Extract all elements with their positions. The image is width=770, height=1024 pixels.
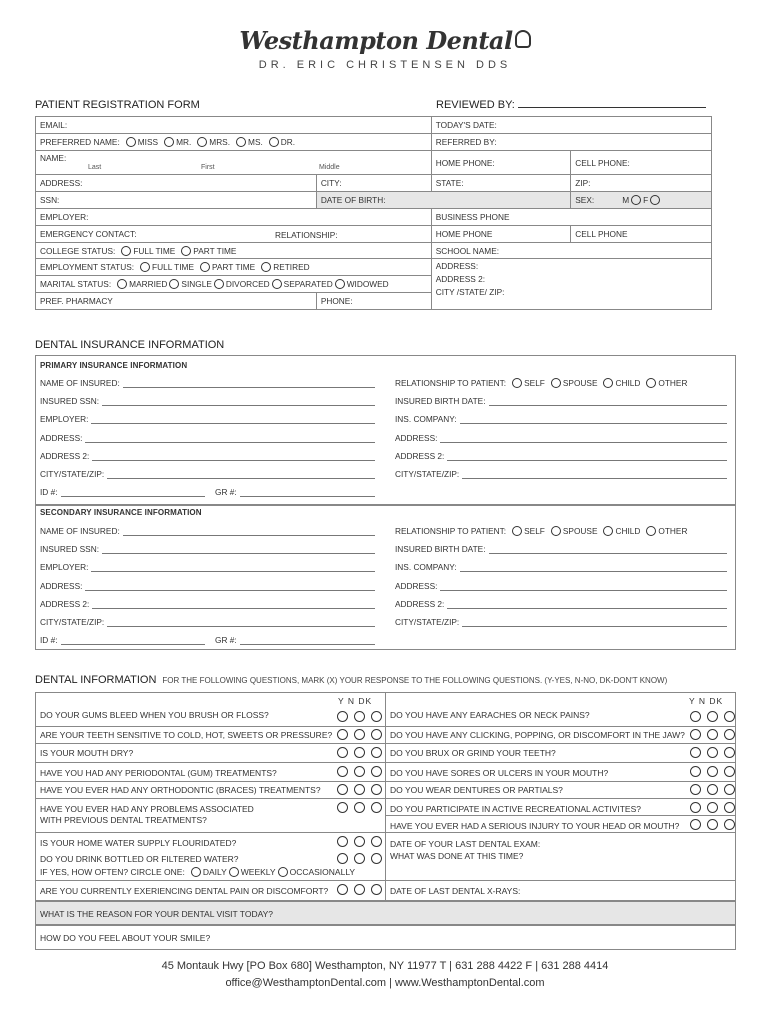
ssn-field[interactable]: SSN: xyxy=(36,192,317,209)
email-field[interactable]: EMAIL: xyxy=(36,117,432,134)
right-q2-n-radio-icon[interactable] xyxy=(707,747,718,758)
secondary-right-address2-field[interactable]: ADDRESS 2: xyxy=(395,599,727,609)
row-divider xyxy=(385,815,736,816)
left-q4-y-radio-icon[interactable] xyxy=(337,784,348,795)
row-divider xyxy=(385,880,736,881)
address-field[interactable]: ADDRESS: xyxy=(36,175,317,192)
secondary-name-of-insured-field[interactable]: NAME OF INSURED: xyxy=(40,526,375,536)
left-q0-n-radio-icon[interactable] xyxy=(354,711,365,722)
left-q3-dk-radio-icon[interactable] xyxy=(371,766,382,777)
registration-table xyxy=(35,116,712,310)
row-divider xyxy=(385,781,736,782)
right-question-6: HAVE YOU EVER HAD A SERIOUS INJURY TO YOUR HEAD OR MOUTH? xyxy=(390,821,680,831)
secondary-right-ins-company-field[interactable]: INS. COMPANY: xyxy=(395,562,727,572)
primary-right-address-field[interactable]: ADDRESS: xyxy=(395,433,727,443)
left-q6-ynd-group xyxy=(337,836,384,847)
left-q4-dk-radio-icon[interactable] xyxy=(371,784,382,795)
preferred-name-field[interactable]: PREFERRED NAME: MISS MR. MRS. MS. DR. xyxy=(36,134,432,151)
reason-label: WHAT IS THE REASON FOR YOUR DENTAL VISIT TODAY? xyxy=(40,909,274,919)
male-radio-icon[interactable] xyxy=(631,195,641,205)
how-often-field[interactable]: IF YES, HOW OFTEN? CIRCLE ONE: DAILY WEEKLY OCCASIONALLY xyxy=(40,867,356,877)
right-q4-ynd-group xyxy=(690,784,737,795)
logo-text: Westhampton Dental xyxy=(239,26,513,55)
left-q7-dk-radio-icon[interactable] xyxy=(371,853,382,864)
right-q6-y-radio-icon[interactable] xyxy=(690,819,701,830)
left-q3-n-radio-icon[interactable] xyxy=(354,766,365,777)
secondary-csz-field[interactable]: CITY/STATE/ZIP: xyxy=(40,617,375,627)
right-q2-dk-radio-icon[interactable] xyxy=(724,747,735,758)
smile-label: HOW DO YOU FEEL ABOUT YOUR SMILE? xyxy=(40,933,211,943)
secondary-right-csz-field[interactable]: CITY/STATE/ZIP: xyxy=(395,617,727,627)
cell-phone-2-field[interactable]: CELL PHONE xyxy=(571,226,712,243)
left-q2-y-radio-icon[interactable] xyxy=(337,747,348,758)
emp-parttime-radio-icon[interactable] xyxy=(200,262,210,272)
secondary-insured-ssn-field[interactable]: INSURED SSN: xyxy=(40,544,375,554)
right-q6-n-radio-icon[interactable] xyxy=(707,819,718,830)
single-radio-icon[interactable] xyxy=(169,279,179,289)
left-q8-dk-radio-icon[interactable] xyxy=(371,884,382,895)
right-question-3: DO YOU HAVE SORES OR ULCERS IN YOUR MOUTH? xyxy=(390,768,609,778)
cell-phone-field[interactable]: CELL PHONE: xyxy=(571,151,712,175)
left-q5-y-radio-icon[interactable] xyxy=(337,802,348,813)
employment-status-field[interactable]: EMPLOYMENT STATUS: FULL TIME PART TIME RETIRED xyxy=(36,259,432,276)
primary-employer-field[interactable]: EMPLOYER: xyxy=(40,414,375,424)
pharmacy-field[interactable]: PREF. PHARMACY xyxy=(36,293,317,310)
right-q5-y-radio-icon[interactable] xyxy=(690,802,701,813)
right-question-5: DO YOU PARTICIPATE IN ACTIVE RECREATIONAL ACTIVITES? xyxy=(390,804,641,814)
registration-title: PATIENT REGISTRATION FORM xyxy=(35,99,200,111)
left-q0-ynd-group xyxy=(337,711,384,722)
divorced-radio-icon[interactable] xyxy=(214,279,224,289)
primary-right-rel-field[interactable]: RELATIONSHIP TO PATIENT: SELF SPOUSE CHILD OTHER xyxy=(395,378,688,388)
employer-field[interactable]: EMPLOYER: xyxy=(36,209,432,226)
left-q1-dk-radio-icon[interactable] xyxy=(371,729,382,740)
city-field[interactable]: CITY: xyxy=(316,175,431,192)
secondary-right-insured-birth-field[interactable]: INSURED BIRTH DATE: xyxy=(395,544,727,554)
secondary-rel-spouse-radio-icon[interactable] xyxy=(551,526,561,536)
right-question-2: DO YOU BRUX OR GRIND YOUR TEETH? xyxy=(390,748,556,758)
right-q3-dk-radio-icon[interactable] xyxy=(724,766,735,777)
left-q3-y-radio-icon[interactable] xyxy=(337,766,348,777)
right-q1-n-radio-icon[interactable] xyxy=(707,729,718,740)
right-q6-dk-radio-icon[interactable] xyxy=(724,819,735,830)
college-status-field[interactable]: COLLEGE STATUS: FULL TIME PART TIME xyxy=(36,243,432,259)
right-q3-n-radio-icon[interactable] xyxy=(707,766,718,777)
marital-status-field[interactable]: MARITAL STATUS: MARRIED SINGLE DIVORCED SEPARATED WIDOWED xyxy=(36,276,432,293)
right-question-0: DO YOU HAVE ANY EARACHES OR NECK PAINS? xyxy=(390,710,590,720)
primary-csz-field[interactable]: CITY/STATE/ZIP: xyxy=(40,469,375,479)
home-phone-field[interactable]: HOME PHONE: xyxy=(431,151,571,175)
row-divider xyxy=(35,880,385,881)
left-q7-y-radio-icon[interactable] xyxy=(337,853,348,864)
right-q0-dk-radio-icon[interactable] xyxy=(724,711,735,722)
right-q6-ynd-group xyxy=(690,819,737,830)
primary-right-insured-birth-field[interactable]: INSURED BIRTH DATE: xyxy=(395,396,727,406)
secondary-gr-field[interactable]: GR #: xyxy=(215,635,375,645)
secondary-address-field[interactable]: ADDRESS: xyxy=(40,581,375,591)
left-question-5: HAVE YOU EVER HAD ANY PROBLEMS ASSOCIATED WITH PREVIOUS DENTAL TREATMENTS? xyxy=(40,804,254,825)
right-q5-dk-radio-icon[interactable] xyxy=(724,802,735,813)
right-q3-y-radio-icon[interactable] xyxy=(690,766,701,777)
left-q4-n-radio-icon[interactable] xyxy=(354,784,365,795)
row-divider xyxy=(385,798,736,799)
footer-address: 45 Montauk Hwy [PO Box 680] Westhampton, NY 11977 T | 631 288 4422 F | 631 288 4414 xyxy=(161,960,609,972)
dental-instructions: FOR THE FOLLOWING QUESTIONS, MARK (X) YOUR RESPONSE TO THE FOLLOWING QUESTIONS. (Y-YES, N-NO, DK-DON'T KNOW) xyxy=(162,676,668,685)
right-q2-y-radio-icon[interactable] xyxy=(690,747,701,758)
left-q8-ynd-group xyxy=(337,884,384,895)
left-q7-ynd-group xyxy=(337,853,384,864)
left-question-2: IS YOUR MOUTH DRY? xyxy=(40,748,134,758)
left-question-7: DO YOU DRINK BOTTLED OR FILTERED WATER? xyxy=(40,854,239,864)
dental-divider xyxy=(385,692,386,901)
right-q3-ynd-group xyxy=(690,766,737,777)
primary-address2-field[interactable]: ADDRESS 2: xyxy=(40,451,375,461)
left-q2-ynd-group xyxy=(337,747,384,758)
occasionally-radio-icon[interactable] xyxy=(278,867,288,877)
right-q1-dk-radio-icon[interactable] xyxy=(724,729,735,740)
widowed-radio-icon[interactable] xyxy=(335,279,345,289)
college-parttime-radio-icon[interactable] xyxy=(181,246,191,256)
row-divider xyxy=(385,743,736,744)
daily-radio-icon[interactable] xyxy=(191,867,201,877)
emergency-contact-field[interactable]: EMERGENCY CONTACT: RELATIONSHIP: xyxy=(36,226,432,243)
referred-by-field[interactable]: REFERRED BY: xyxy=(431,134,711,151)
name-field[interactable]: NAME: Last First Middle xyxy=(36,151,432,175)
footer-contact: office@WesthamptonDental.com | www.WesthamptonDental.com xyxy=(225,977,545,989)
left-q6-dk-radio-icon[interactable] xyxy=(371,836,382,847)
school-address-field[interactable]: ADDRESS: ADDRESS 2: CITY /STATE/ ZIP: xyxy=(431,259,711,310)
primary-name-of-insured-field[interactable]: NAME OF INSURED: xyxy=(40,378,375,388)
row-divider xyxy=(35,781,385,782)
primary-address-field[interactable]: ADDRESS: xyxy=(40,433,375,443)
left-ynd-header: Y N DK xyxy=(338,696,373,706)
emp-retired-radio-icon[interactable] xyxy=(261,262,271,272)
primary-rel-spouse-radio-icon[interactable] xyxy=(551,378,561,388)
left-q1-ynd-group xyxy=(337,729,384,740)
left-q8-y-radio-icon[interactable] xyxy=(337,884,348,895)
pharmacy-phone-field[interactable]: PHONE: xyxy=(316,293,431,310)
married-radio-icon[interactable] xyxy=(117,279,127,289)
primary-rel-other-radio-icon[interactable] xyxy=(646,378,656,388)
left-q1-n-radio-icon[interactable] xyxy=(354,729,365,740)
zip-field[interactable]: ZIP: xyxy=(571,175,712,192)
right-q2-ynd-group xyxy=(690,747,737,758)
secondary-employer-field[interactable]: EMPLOYER: xyxy=(40,562,375,572)
female-radio-icon[interactable] xyxy=(650,195,660,205)
left-q5-ynd-group xyxy=(337,802,384,813)
right-q1-y-radio-icon[interactable] xyxy=(690,729,701,740)
row-divider xyxy=(35,762,385,763)
primary-id-field[interactable]: ID #: xyxy=(40,487,205,497)
left-q4-ynd-group xyxy=(337,784,384,795)
secondary-rel-other-radio-icon[interactable] xyxy=(646,526,656,536)
dob-field[interactable]: DATE OF BIRTH: xyxy=(316,192,570,209)
right-question-4: DO YOU WEAR DENTURES OR PARTIALS? xyxy=(390,785,563,795)
row-divider xyxy=(385,726,736,727)
left-question-8: ARE YOU CURRENTLY EXERIENCING DENTAL PAIN OR DISCOMFORT? xyxy=(40,886,329,896)
row-divider xyxy=(35,743,385,744)
school-name-field[interactable]: SCHOOL NAME: xyxy=(431,243,711,259)
left-q7-n-radio-icon[interactable] xyxy=(354,853,365,864)
secondary-rel-self-radio-icon[interactable] xyxy=(512,526,522,536)
right-question-1: DO YOU HAVE ANY CLICKING, POPPING, OR DISCOMFORT IN THE JAW? xyxy=(390,730,685,740)
reviewed-by-field[interactable] xyxy=(518,99,706,108)
left-q0-y-radio-icon[interactable] xyxy=(337,711,348,722)
row-divider xyxy=(385,832,736,833)
right-q5-n-radio-icon[interactable] xyxy=(707,802,718,813)
right-q4-y-radio-icon[interactable] xyxy=(690,784,701,795)
dental-info-title: DENTAL INFORMATION xyxy=(35,674,157,686)
primary-right-csz-field[interactable]: CITY/STATE/ZIP: xyxy=(395,469,727,479)
left-q0-dk-radio-icon[interactable] xyxy=(371,711,382,722)
primary-rel-self-radio-icon[interactable] xyxy=(512,378,522,388)
home-phone-2-field[interactable]: HOME PHONE xyxy=(431,226,571,243)
right-q0-y-radio-icon[interactable] xyxy=(690,711,701,722)
left-q8-n-radio-icon[interactable] xyxy=(354,884,365,895)
left-q2-dk-radio-icon[interactable] xyxy=(371,747,382,758)
row-divider xyxy=(35,798,385,799)
insurance-title: DENTAL INSURANCE INFORMATION xyxy=(35,339,225,351)
reviewed-by-label: REVIEWED BY: xyxy=(436,99,706,111)
left-q2-n-radio-icon[interactable] xyxy=(354,747,365,758)
dr-radio-icon[interactable] xyxy=(269,137,279,147)
weekly-radio-icon[interactable] xyxy=(229,867,239,877)
left-question-6: IS YOUR HOME WATER SUPPLY FLOURIDATED? xyxy=(40,838,237,848)
right-q5-ynd-group xyxy=(690,802,737,813)
tooth-icon xyxy=(515,30,531,48)
secondary-address2-field[interactable]: ADDRESS 2: xyxy=(40,599,375,609)
state-field[interactable]: STATE: xyxy=(431,175,571,192)
right-ynd-header: Y N DK xyxy=(689,696,724,706)
todays-date-field[interactable]: TODAY'S DATE: xyxy=(431,117,711,134)
left-question-1: ARE YOUR TEETH SENSITIVE TO COLD, HOT, SWEETS OR PRESSURE? xyxy=(40,730,333,740)
last-xray-field[interactable]: DATE OF LAST DENTAL X-RAYS: xyxy=(390,886,521,896)
left-q5-dk-radio-icon[interactable] xyxy=(371,802,382,813)
primary-right-address2-field[interactable]: ADDRESS 2: xyxy=(395,451,727,461)
left-q6-y-radio-icon[interactable] xyxy=(337,836,348,847)
right-q1-ynd-group xyxy=(690,729,737,740)
primary-gr-field[interactable]: GR #: xyxy=(215,487,375,497)
left-q1-y-radio-icon[interactable] xyxy=(337,729,348,740)
secondary-id-field[interactable]: ID #: xyxy=(40,635,205,645)
left-question-4: HAVE YOU EVER HAD ANY ORTHODONTIC (BRACES) TREATMENTS? xyxy=(40,785,321,795)
ms-radio-icon[interactable] xyxy=(236,137,246,147)
doctor-name: DR. ERIC CHRISTENSEN DDS xyxy=(258,59,512,71)
mrs-radio-icon[interactable] xyxy=(197,137,207,147)
right-q0-n-radio-icon[interactable] xyxy=(707,711,718,722)
practice-logo xyxy=(0,26,770,71)
dental-info-heading xyxy=(35,674,667,686)
sex-field[interactable]: SEX: M F xyxy=(571,192,712,209)
secondary-right-address-field[interactable]: ADDRESS: xyxy=(395,581,727,591)
primary-insurance-title: PRIMARY INSURANCE INFORMATION xyxy=(40,361,188,370)
secondary-rel-child-radio-icon[interactable] xyxy=(603,526,613,536)
left-q3-ynd-group xyxy=(337,766,384,777)
left-question-3: HAVE YOU HAD ANY PERIODONTAL (GUM) TREATMENTS? xyxy=(40,768,277,778)
last-exam-field[interactable]: DATE OF YOUR LAST DENTAL EXAM: WHAT WAS DONE AT THIS TIME? xyxy=(390,839,541,861)
left-question-0: DO YOUR GUMS BLEED WHEN YOU BRUSH OR FLOSS? xyxy=(40,710,269,720)
emp-fulltime-radio-icon[interactable] xyxy=(140,262,150,272)
right-q4-n-radio-icon[interactable] xyxy=(707,784,718,795)
secondary-right-rel-field[interactable]: RELATIONSHIP TO PATIENT: SELF SPOUSE CHILD OTHER xyxy=(395,526,688,536)
left-q6-n-radio-icon[interactable] xyxy=(354,836,365,847)
business-phone-field[interactable]: BUSINESS PHONE xyxy=(431,209,711,226)
right-q4-dk-radio-icon[interactable] xyxy=(724,784,735,795)
right-q0-ynd-group xyxy=(690,711,737,722)
row-divider xyxy=(35,832,385,833)
miss-radio-icon[interactable] xyxy=(126,137,136,147)
college-fulltime-radio-icon[interactable] xyxy=(121,246,131,256)
secondary-insurance-title: SECONDARY INSURANCE INFORMATION xyxy=(40,508,202,517)
left-q5-n-radio-icon[interactable] xyxy=(354,802,365,813)
row-divider xyxy=(385,762,736,763)
primary-right-ins-company-field[interactable]: INS. COMPANY: xyxy=(395,414,727,424)
primary-insured-ssn-field[interactable]: INSURED SSN: xyxy=(40,396,375,406)
mr-radio-icon[interactable] xyxy=(164,137,174,147)
primary-rel-child-radio-icon[interactable] xyxy=(603,378,613,388)
separated-radio-icon[interactable] xyxy=(272,279,282,289)
row-divider xyxy=(35,726,385,727)
